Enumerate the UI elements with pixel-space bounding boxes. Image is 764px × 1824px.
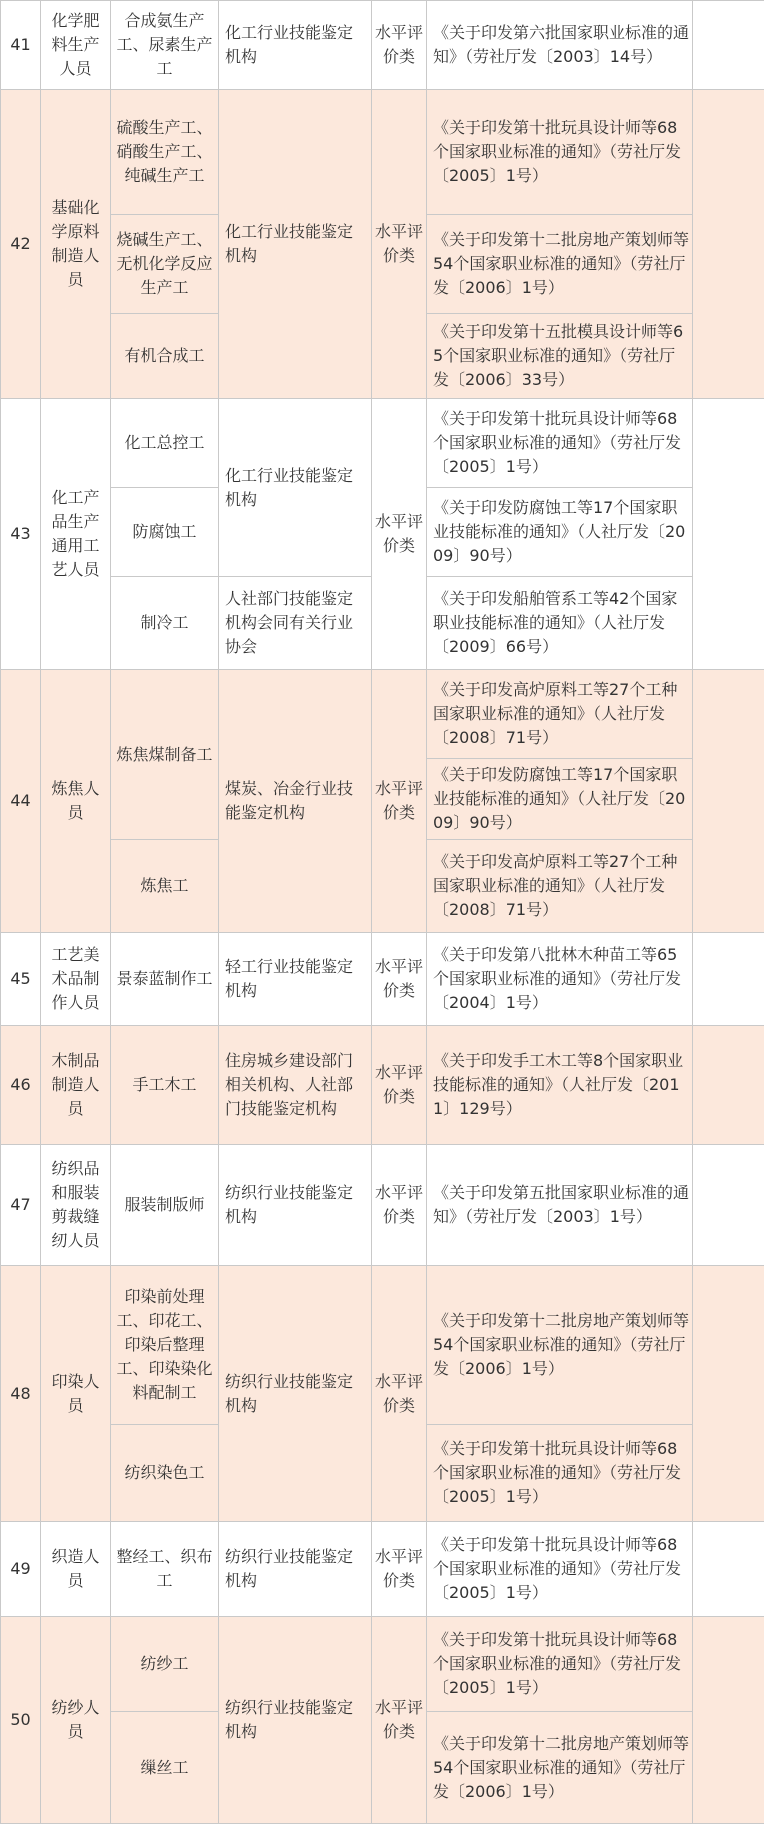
appraisal-organization: 煤炭、冶金行业技能鉴定机构 <box>219 670 372 933</box>
job-title: 印染前处理工、印花工、印染后整理工、印染染化料配制工 <box>111 1266 219 1425</box>
blank-cell <box>693 1026 764 1145</box>
job-title: 手工木工 <box>111 1026 219 1145</box>
evaluation-type: 水平评价类 <box>372 1617 427 1824</box>
job-title: 纺纱工 <box>111 1617 219 1712</box>
standard-document: 《关于印发第十批玩具设计师等68个国家职业标准的通知》（劳社厅发〔2005〕1号） <box>427 1617 693 1712</box>
standard-document: 《关于印发防腐蚀工等17个国家职业技能标准的通知》（人社厅发〔2009〕90号） <box>427 759 693 840</box>
appraisal-organization: 化工行业技能鉴定机构 <box>219 90 372 399</box>
row-number: 42 <box>1 90 41 399</box>
table-row <box>1 1145 764 1266</box>
appraisal-organization: 化工行业技能鉴定机构 <box>219 1 372 90</box>
evaluation-type: 水平评价类 <box>372 1266 427 1522</box>
job-title: 防腐蚀工 <box>111 488 219 577</box>
evaluation-type: 水平评价类 <box>372 1522 427 1617</box>
table-row <box>1 670 764 759</box>
occupation-category: 织造人员 <box>41 1522 111 1617</box>
appraisal-organization: 纺织行业技能鉴定机构 <box>219 1145 372 1266</box>
job-title: 硫酸生产工、硝酸生产工、纯碱生产工 <box>111 90 219 215</box>
appraisal-organization: 纺织行业技能鉴定机构 <box>219 1617 372 1824</box>
table-row <box>1 90 764 215</box>
occupation-category: 印染人员 <box>41 1266 111 1522</box>
occupation-category: 基础化学原料制造人员 <box>41 90 111 399</box>
row-number: 47 <box>1 1145 41 1266</box>
appraisal-organization: 住房城乡建设部门相关机构、人社部门技能鉴定机构 <box>219 1026 372 1145</box>
job-title: 整经工、织布工 <box>111 1522 219 1617</box>
standard-document: 《关于印发高炉原料工等27个工种国家职业标准的通知》（人社厅发〔2008〕71号） <box>427 840 693 933</box>
job-title: 合成氨生产工、尿素生产工 <box>111 1 219 90</box>
evaluation-type: 水平评价类 <box>372 1145 427 1266</box>
job-title: 缫丝工 <box>111 1712 219 1824</box>
blank-cell <box>693 933 764 1026</box>
job-title: 纺织染色工 <box>111 1425 219 1522</box>
blank-cell <box>693 1266 764 1522</box>
evaluation-type: 水平评价类 <box>372 933 427 1026</box>
standard-document: 《关于印发第八批林木种苗工等65个国家职业标准的通知》（劳社厅发〔2004〕1号） <box>427 933 693 1026</box>
blank-cell <box>693 1522 764 1617</box>
row-number: 50 <box>1 1617 41 1824</box>
job-title: 景泰蓝制作工 <box>111 933 219 1026</box>
table-row <box>1 1266 764 1425</box>
table-row <box>1 1617 764 1712</box>
row-number: 46 <box>1 1026 41 1145</box>
job-title: 烧碱生产工、无机化学反应生产工 <box>111 215 219 314</box>
job-title: 化工总控工 <box>111 399 219 488</box>
standard-document: 《关于印发船舶管系工等42个国家职业技能标准的通知》（人社厅发〔2009〕66号） <box>427 577 693 670</box>
job-title: 有机合成工 <box>111 314 219 399</box>
blank-cell <box>693 670 764 933</box>
appraisal-organization: 人社部门技能鉴定机构会同有关行业协会 <box>219 577 372 670</box>
appraisal-organization: 化工行业技能鉴定机构 <box>219 399 372 577</box>
standard-document: 《关于印发第十批玩具设计师等68个国家职业标准的通知》（劳社厅发〔2005〕1号） <box>427 90 693 215</box>
job-title: 炼焦工 <box>111 840 219 933</box>
evaluation-type: 水平评价类 <box>372 670 427 933</box>
table-row <box>1 933 764 1026</box>
occupation-category: 纺纱人员 <box>41 1617 111 1824</box>
appraisal-organization: 轻工行业技能鉴定机构 <box>219 933 372 1026</box>
standard-document: 《关于印发第十批玩具设计师等68个国家职业标准的通知》（劳社厅发〔2005〕1号） <box>427 399 693 488</box>
occupation-category: 工艺美术品制作人员 <box>41 933 111 1026</box>
evaluation-type: 水平评价类 <box>372 90 427 399</box>
occupation-category: 化学肥料生产人员 <box>41 1 111 90</box>
standard-document: 《关于印发第十批玩具设计师等68个国家职业标准的通知》（劳社厅发〔2005〕1号） <box>427 1522 693 1617</box>
standard-document: 《关于印发防腐蚀工等17个国家职业技能标准的通知》（人社厅发〔2009〕90号） <box>427 488 693 577</box>
appraisal-organization: 纺织行业技能鉴定机构 <box>219 1522 372 1617</box>
blank-cell <box>693 1145 764 1266</box>
evaluation-type: 水平评价类 <box>372 1026 427 1145</box>
blank-cell <box>693 90 764 399</box>
standard-document: 《关于印发第六批国家职业标准的通知》（劳社厅发〔2003〕14号） <box>427 1 693 90</box>
job-title: 服装制版师 <box>111 1145 219 1266</box>
standard-document: 《关于印发第五批国家职业标准的通知》（劳社厅发〔2003〕1号） <box>427 1145 693 1266</box>
row-number: 44 <box>1 670 41 933</box>
row-number: 49 <box>1 1522 41 1617</box>
appraisal-organization: 纺织行业技能鉴定机构 <box>219 1266 372 1522</box>
evaluation-type: 水平评价类 <box>372 1 427 90</box>
occupation-category: 化工产品生产通用工艺人员 <box>41 399 111 670</box>
job-title: 炼焦煤制备工 <box>111 670 219 840</box>
blank-cell <box>693 399 764 670</box>
occupation-category: 木制品制造人员 <box>41 1026 111 1145</box>
table-row <box>1 1 764 90</box>
table-row <box>1 1026 764 1145</box>
standard-document: 《关于印发第十五批模具设计师等65个国家职业标准的通知》（劳社厅发〔2006〕33号） <box>427 314 693 399</box>
standard-document: 《关于印发第十批玩具设计师等68个国家职业标准的通知》（劳社厅发〔2005〕1号） <box>427 1425 693 1522</box>
blank-cell <box>693 1617 764 1824</box>
table-row <box>1 1522 764 1617</box>
standard-document: 《关于印发高炉原料工等27个工种国家职业标准的通知》（人社厅发〔2008〕71号） <box>427 670 693 759</box>
row-number: 43 <box>1 399 41 670</box>
occupation-category: 炼焦人员 <box>41 670 111 933</box>
standard-document: 《关于印发第十二批房地产策划师等54个国家职业标准的通知》（劳社厅发〔2006〕1号） <box>427 1266 693 1425</box>
row-number: 45 <box>1 933 41 1026</box>
job-title: 制冷工 <box>111 577 219 670</box>
standard-document: 《关于印发手工木工等8个国家职业技能标准的通知》（人社厅发〔2011〕129号） <box>427 1026 693 1145</box>
row-number: 48 <box>1 1266 41 1522</box>
row-number: 41 <box>1 1 41 90</box>
blank-cell <box>693 1 764 90</box>
occupation-category: 纺织品和服装剪裁缝纫人员 <box>41 1145 111 1266</box>
table-row <box>1 399 764 488</box>
standard-document: 《关于印发第十二批房地产策划师等54个国家职业标准的通知》（劳社厅发〔2006〕1号） <box>427 1712 693 1824</box>
table-body <box>1 1 764 1824</box>
standard-document: 《关于印发第十二批房地产策划师等54个国家职业标准的通知》（劳社厅发〔2006〕1号） <box>427 215 693 314</box>
evaluation-type: 水平评价类 <box>372 399 427 670</box>
